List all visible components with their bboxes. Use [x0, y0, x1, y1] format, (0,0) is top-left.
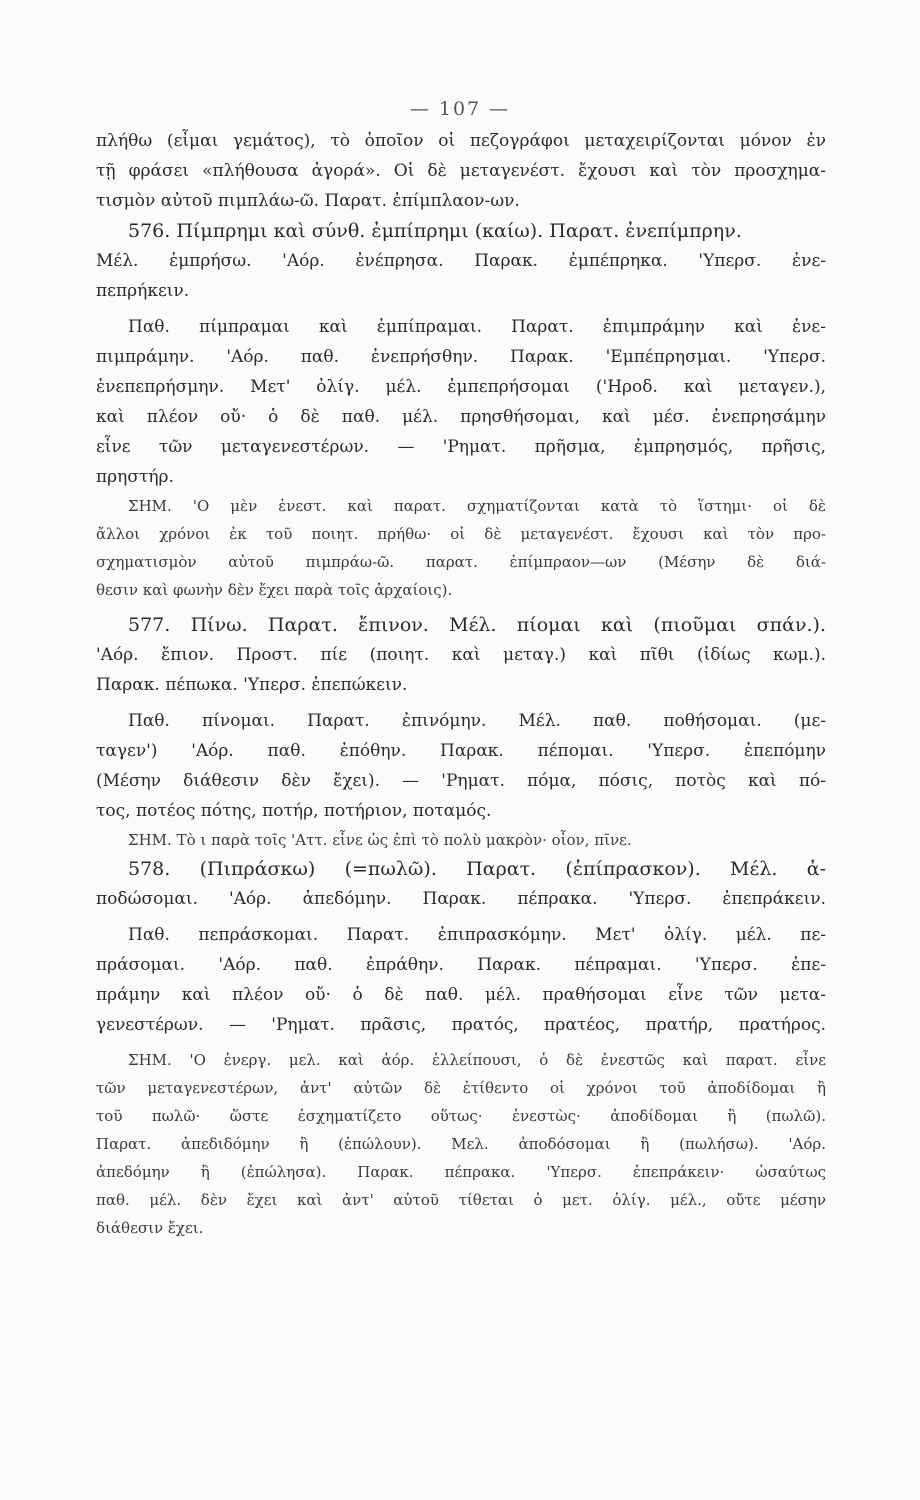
- note-line: διάθεσιν ἔχει.: [96, 1219, 204, 1237]
- note-line: ΣΗΜ. Τὸ ι παρὰ τοῖς 'Αττ. εἶνε ὡς ἐπὶ τὸ πολὺ μακρὸν· οἷον, πῖνε.: [128, 831, 632, 849]
- text-line: (Μέσην διάθεσιν δὲν ἔχει). — 'Ρηματ. πόμα, πόσις, ποτὸς καὶ πό-: [96, 771, 826, 791]
- text-line: πράμην καὶ πλέον οὔ· ὁ δὲ παθ. μέλ. πραθήσομαι εἶνε τῶν μετα-: [96, 985, 826, 1005]
- page-body: [96, 126, 826, 1242]
- note-line: σχηματισμὸν αὐτοῦ πιμπράω-ῶ. παρατ. ἐπίμπραον—ων (Μέσην δὲ διά-: [96, 553, 826, 571]
- text-line: ταγεν') 'Αόρ. παθ. ἐπόθην. Παρακ. πέπομαι. 'Υπερσ. ἐπεπόμην: [96, 741, 826, 761]
- text-line: Παθ. πεπράσκομαι. Παρατ. ἐπιπρασκόμην. Μετ' ὀλίγ. μέλ. πε-: [128, 925, 826, 945]
- text-line: Παρακ. πέπωκα. 'Υπερσ. ἐπεπώκειν.: [96, 675, 408, 695]
- page-number: — 107 —: [409, 98, 511, 120]
- text-line: εἶνε τῶν μεταγενεστέρων. — 'Ρηματ. πρῆσμα, ἐμπρησμός, πρῆσις,: [96, 437, 826, 457]
- note-line: ἀπεδόμην ἢ (ἐπώλησα). Παρακ. πέπρακα. 'Υπερσ. ἐπεπράκειν· ὡσαύτως: [96, 1163, 826, 1181]
- text-line: γενεστέρων. — 'Ρηματ. πρᾶσις, πρατός, πρατέος, πρατήρ, πρατήρος.: [96, 1015, 826, 1035]
- note-line: θεσιν καὶ φωνὴν δὲν ἔχει παρὰ τοῖς ἀρχαίοις).: [96, 581, 453, 599]
- text-line: τῇ φράσει «πλήθουσα ἀγορά». Οἱ δὲ μεταγενέστ. ἔχουσι καὶ τὸν προσχημα-: [96, 161, 826, 181]
- text-line: πράσομαι. 'Αόρ. παθ. ἐπράθην. Παρακ. πέπραμαι. 'Υπερσ. ἐπε-: [96, 955, 826, 975]
- text-line: ποδώσομαι. 'Αόρ. ἀπεδόμην. Παρακ. πέπρακα. 'Υπερσ. ἐπεπράκειν.: [96, 889, 826, 909]
- text-line: Μέλ. ἐμπρήσω. 'Αόρ. ἐνέπρησα. Παρακ. ἐμπέπρηκα. 'Υπερσ. ἐνε-: [96, 251, 826, 271]
- text-line: πρηστήρ.: [96, 467, 174, 487]
- text-line: πεπρήκειν.: [96, 281, 190, 301]
- text-line: καὶ πλέον οὔ· ὁ δὲ παθ. μέλ. πρησθήσομαι, καὶ μέσ. ἐνεπρησάμην: [96, 407, 826, 427]
- note-line: τῶν μεταγενεστέρων, ἀντ' αὐτῶν δὲ ἐτίθεντο οἱ χρόνοι τοῦ ἀποδίδομαι ἢ: [96, 1079, 826, 1097]
- entry-578-heading: 578. (Πιπράσκω) (=πωλῶ). Παρατ. (ἐπίπρασκον). Μέλ. ἀ-: [128, 858, 826, 880]
- text-line: Παθ. πίμπραμαι καὶ ἐμπίπραμαι. Παρατ. ἐπιμπράμην καὶ ἐνε-: [128, 317, 826, 337]
- text-line: τισμὸν αὐτοῦ πιμπλάω-ῶ. Παρατ. ἐπίμπλαον-ων.: [96, 191, 520, 211]
- note-line: παθ. μέλ. δὲν ἔχει καὶ ἀντ' αὐτοῦ τίθεται ὁ μετ. ὀλίγ. μέλ., οὔτε μέσην: [96, 1191, 826, 1209]
- note-line: ΣΗΜ. 'Ο μὲν ἐνεστ. καὶ παρατ. σχηματίζονται κατὰ τὸ ἵστημι· οἱ δὲ: [128, 497, 826, 515]
- note-line: ἄλλοι χρόνοι ἐκ τοῦ ποιητ. πρήθω· οἱ δὲ μεταγενέστ. ἔχουσι καὶ τὸν προ-: [96, 525, 826, 543]
- text-line: πιμπράμην. 'Αόρ. παθ. ἐνεπρήσθην. Παρακ. 'Εμπέπρησμαι. 'Υπερσ.: [96, 347, 826, 367]
- note-line: τοῦ πωλῶ· ὥστε ἐσχηματίζετο οὕτως· ἐνεστὼς· ἀποδίδομαι ἢ (πωλῶ).: [96, 1107, 826, 1125]
- text-line: πλήθω (εἶμαι γεμάτος), τὸ ὁποῖον οἱ πεζογράφοι μεταχειρίζονται μόνον ἐν: [96, 131, 826, 151]
- text-line: ἐνεπεπρήσμην. Μετ' ὀλίγ. μέλ. ἐμπεπρήσομαι ('Ηροδ. καὶ μεταγεν.),: [96, 377, 826, 397]
- note-line: Παρατ. ἀπεδιδόμην ἢ (ἐπώλουν). Μελ. ἀποδόσομαι ἢ (πωλήσω). 'Αόρ.: [96, 1135, 826, 1153]
- text-line: τος, ποτέος πότης, ποτήρ, ποτήριον, ποταμός.: [96, 801, 492, 821]
- text-line: Παθ. πίνομαι. Παρατ. ἐπινόμην. Μέλ. παθ. ποθήσομαι. (με-: [128, 711, 826, 731]
- note-line: ΣΗΜ. 'Ο ἐνεργ. μελ. καὶ ἀόρ. ἐλλείπουσι, ὁ δὲ ἐνεστῶς καὶ παρατ. εἶνε: [128, 1051, 826, 1069]
- entry-576-heading: 576. Πίμπρημι καὶ σύνθ. ἐμπίπρημι (καίω). Παρατ. ἐνεπίμπρην.: [128, 220, 742, 242]
- text-line: 'Αόρ. ἔπιον. Προστ. πίε (ποιητ. καὶ μεταγ.) καὶ πῖθι (ἰδίως κωμ.).: [96, 645, 826, 665]
- entry-577-heading: 577. Πίνω. Παρατ. ἔπινον. Μέλ. πίομαι καὶ (πιοῦμαι σπάν.).: [128, 614, 826, 636]
